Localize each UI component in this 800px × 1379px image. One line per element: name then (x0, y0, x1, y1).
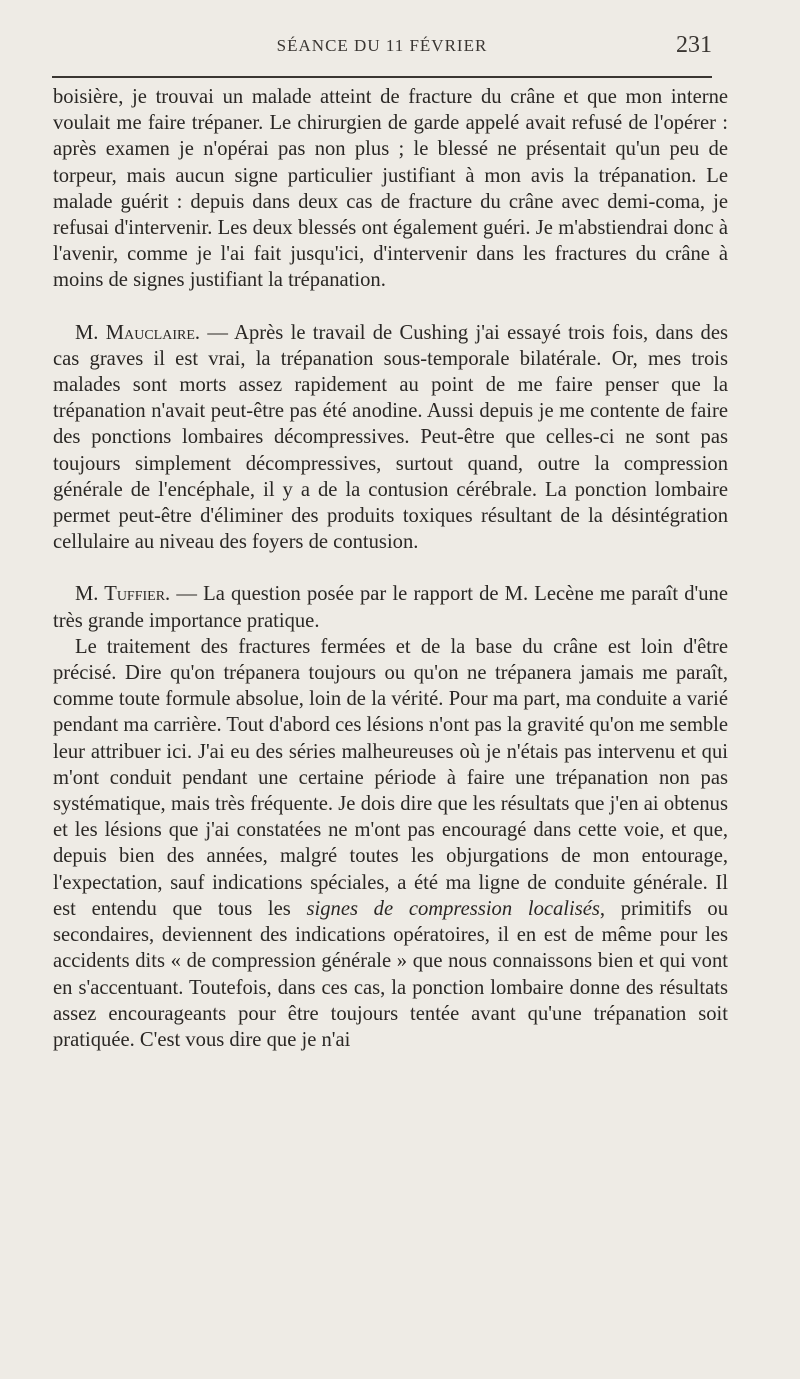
paragraph-tuffier (53, 581, 728, 633)
page-number: 231 (676, 32, 712, 58)
paragraph-text: — La question posée par le rapport de M. Lecène me paraît d'une très grande importance pratique. (53, 583, 728, 632)
speaker-name: M. Mauclaire. (75, 321, 201, 344)
paragraph-traitement (53, 634, 728, 1053)
paragraph-mauclaire (53, 320, 728, 556)
speaker-name: M. Tuffier. (75, 583, 171, 606)
italic-phrase: signes de compression localisés (306, 897, 600, 920)
running-title: SÉANCE DU 11 FÉVRIER (276, 36, 488, 55)
body-text (53, 84, 728, 1053)
paragraph-text: , primitifs ou secondaires, deviennent des indications opératoires, il en est de même pour les accidents dits « de compression générale » que nous connaissons bien et qui vont en s'accentuant. Toutefois, dans ces cas, la ponction lombaire donne des résultats assez encourageants pour être toujours tentée avant qu'une trépanation soit pratiquée. C'est vous dire que je n'ai (53, 897, 728, 1051)
paragraph-continuation (53, 84, 728, 294)
paragraph-text: — Après le travail de Cushing j'ai essayé trois fois, dans des cas graves il est vrai, la trépanation sous-temporale bilatérale. Or, mes trois malades sont morts assez rapidement au point de me faire penser que la trépanation n'avait peut-être pas été anodine. Aussi depuis je me contente de faire des ponctions lombaires décompressives. Peut-être que celles-ci ne sont pas toujours simplement décompressives, surtout quand, outre la compression générale de l'encéphale, il y a de la contusion cérébrale. La ponction lombaire permet peut-être d'éliminer des produits toxiques résultant de la désintégration cellulaire au niveau des foyers de contusion. (53, 321, 728, 554)
paragraph-text: boisière, je trouvai un malade atteint de fracture du crâne et que mon interne voulait me faire trépaner. Le chirurgien de garde appelé avait refusé de l'opérer : après examen je n'opérai pas non plus ; le blessé ne présentait qu'un peu de torpeur, mais aucun signe particulier justifiant à mon avis la trépanation. Le malade guérit : depuis dans deux cas de fracture du crâne avec demi-coma, je refusai d'intervenir. Les deux blessés ont également guéri. Je m'abstiendrai donc à l'avenir, comme je l'ai fait jusqu'ici, d'intervenir dans les fractures du crâne à moins de signes justifiant la trépanation. (53, 86, 728, 292)
paragraph-text: Le traitement des fractures fermées et de la base du crâne est loin d'être précisé. Dire qu'on trépanera toujours ou qu'on ne trépanera jamais me paraît, comme toute formule absolue, loin de la vérité. Pour ma part, ma conduite a varié pendant ma carrière. Tout d'abord ces lésions n'ont pas la gravité qu'on me semble leur attribuer ici. J'ai eu des séries malheureuses où je n'étais pas intervenu et qui m'ont conduit pendant une certaine période à faire une trépanation non pas systématique, mais très fréquente. Je dois dire que les résultats que j'en ai obtenus et les lésions que j'ai constatées ne m'ont pas encouragé dans cette voie, et que, depuis bien des années, malgré toutes les objurgations de mon entourage, l'expectation, sauf indications spéciales, a été ma ligne de conduite générale. Il est entendu que tous les (53, 635, 728, 920)
header-rule (52, 76, 712, 78)
running-head (52, 32, 712, 66)
